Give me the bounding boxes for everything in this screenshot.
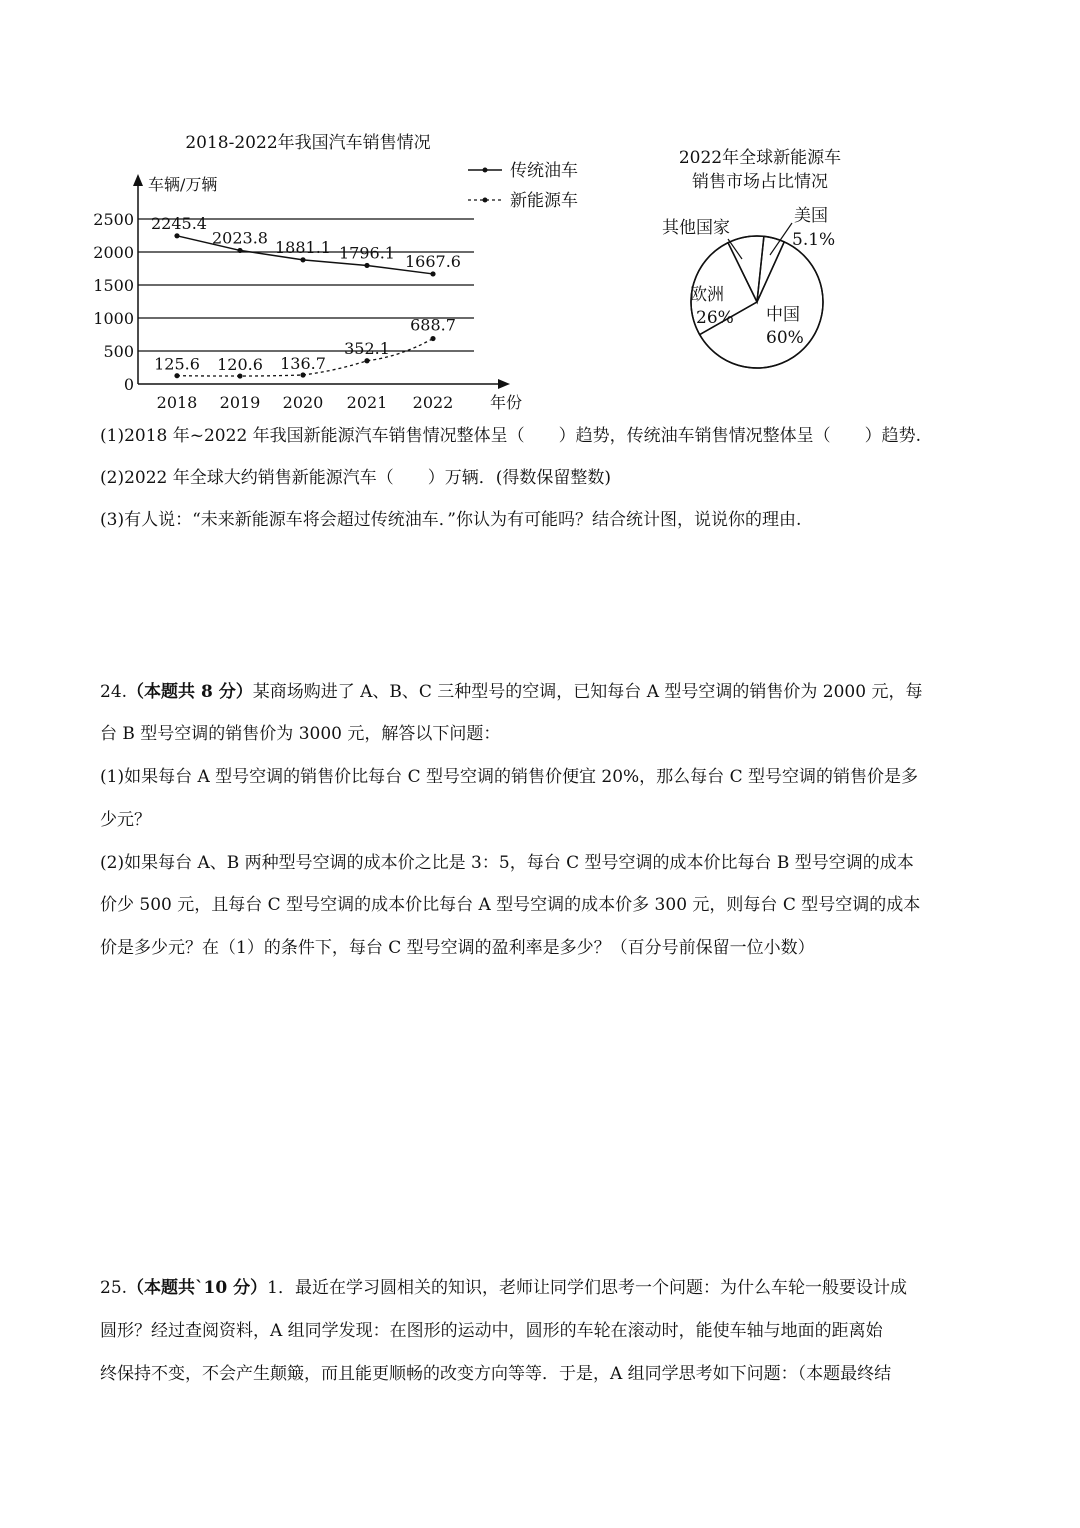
line-chart — [90, 120, 610, 420]
legend-dashed-marker — [483, 198, 488, 203]
y-tick-label: 0 — [123, 375, 134, 394]
pie-label-china: 中国 — [766, 305, 800, 325]
q25-line-1 — [100, 1278, 1000, 1298]
x-axis-arrow — [498, 379, 510, 389]
q24-line-1 — [100, 682, 1000, 702]
y-tick-label: 2500 — [93, 210, 134, 229]
pie-chart — [640, 135, 880, 385]
q25-line-3: 终保持不变，不会产生颠簸，而且能更顺畅的改变方向等等．于是，A 组同学思考如下问题：（本题最终结 — [100, 1364, 892, 1384]
pie-label-other: 其他国家 — [662, 218, 730, 238]
data-point — [430, 336, 435, 341]
data-label: 1667.6 — [405, 251, 461, 271]
q24-line-2: 台 B 型号空调的销售价为 3000 元，解答以下问题： — [100, 724, 501, 744]
q23-part-3: (3)有人说：“未来新能源车将会超过传统油车．”你认为有可能吗？结合统计图，说说你的理由. — [100, 510, 802, 530]
data-label: 120.6 — [217, 355, 263, 375]
pie-title-line-2: 销售市场占比情况 — [692, 172, 828, 192]
pie-label-europe: 欧洲 — [690, 285, 724, 305]
data-label: 125.6 — [154, 354, 200, 374]
data-label: 1881.1 — [275, 237, 331, 257]
data-point — [364, 358, 369, 363]
q24-heading: （本题共 8 分） — [127, 682, 253, 702]
x-tick-label: 2018 — [156, 393, 198, 412]
q25-line-2: 圆形？经过查阅资料，A 组同学发现：在图形的运动中，圆形的车轮在滚动时，能使车轴与地面的距离始 — [100, 1321, 883, 1341]
data-label: 1796.1 — [339, 243, 395, 263]
q24-line-7: 价是多少元？在（1）的条件下，每台 C 型号空调的盈利率是多少？（百分号前保留一位小数） — [100, 938, 815, 958]
data-label: 352.1 — [344, 338, 390, 358]
q23-part-2: (2)2022 年全球大约销售新能源汽车（ ）万辆．(得数保留整数) — [100, 468, 612, 488]
x-tick-label: 2021 — [346, 393, 388, 412]
data-point — [364, 263, 369, 268]
q24-line-3: (1)如果每台 A 型号空调的销售价比每台 C 型号空调的销售价便宜 20%，那么每台 C 型号空调的销售价是多 — [100, 767, 918, 787]
legend-dashed-label: 新能源车 — [510, 191, 578, 211]
data-label: 2023.8 — [212, 228, 268, 248]
y-tick-label: 1500 — [93, 276, 134, 295]
data-point — [174, 233, 179, 238]
q24-line-4: 少元？ — [100, 810, 151, 830]
pie-title-line-1: 2022年全球新能源车 — [678, 148, 842, 168]
pie-value-usa: 5.1% — [792, 230, 836, 250]
data-point — [300, 257, 305, 262]
pie-value-europe: 26% — [696, 308, 734, 328]
x-tick-label: 2020 — [282, 393, 324, 412]
q24-line-6: 价少 500 元，且每台 C 型号空调的成本价比每台 A 型号空调的成本价多 300 元，则每台 C 型号空调的成本 — [100, 895, 921, 915]
data-point — [237, 248, 242, 253]
data-point — [237, 373, 242, 378]
y-tick-label: 2000 — [93, 243, 134, 262]
pie-label-usa: 美国 — [794, 206, 828, 226]
data-point — [174, 373, 179, 378]
y-tick-label: 500 — [103, 342, 134, 361]
data-point — [300, 372, 305, 377]
q23-part-1: (1)2018 年~2022 年我国新能源汽车销售情况整体呈（ ）趋势，传统油车销售情况整体呈（ ）趋势. — [100, 426, 922, 446]
chart-title: 2018-2022年我国汽车销售情况 — [185, 133, 431, 153]
data-label: 136.7 — [280, 353, 326, 373]
x-tick-label: 2019 — [219, 393, 261, 412]
data-label: 688.7 — [410, 315, 456, 335]
legend-solid-marker — [483, 168, 488, 173]
y-axis-arrow — [133, 174, 143, 186]
y-tick-label: 1000 — [93, 309, 134, 328]
data-label: 2245.4 — [151, 213, 207, 233]
q25-heading: （本题共`10 分） — [127, 1278, 268, 1298]
data-point — [430, 271, 435, 276]
q25-text-1: 1．最近在学习圆相关的知识，老师让同学们思考一个问题：为什么车轮一般要设计成 — [267, 1278, 907, 1298]
pie-value-china: 60% — [766, 328, 804, 348]
y-axis-label: 车辆/万辆 — [148, 175, 218, 194]
q24-text-1: 某商场购进了 A、B、C 三种型号的空调，已知每台 A 型号空调的销售价为 2000 元，每 — [252, 682, 923, 702]
x-tick-label: 2022 — [412, 393, 454, 412]
x-axis-label: 年份 — [490, 393, 523, 412]
q24-number: 24. — [100, 682, 128, 702]
legend-solid-label: 传统油车 — [510, 161, 578, 181]
q25-number: 25. — [100, 1278, 128, 1298]
q24-line-5: (2)如果每台 A、B 两种型号空调的成本价之比是 3：5，每台 C 型号空调的成本价比每台 B 型号空调的成本 — [100, 853, 914, 873]
